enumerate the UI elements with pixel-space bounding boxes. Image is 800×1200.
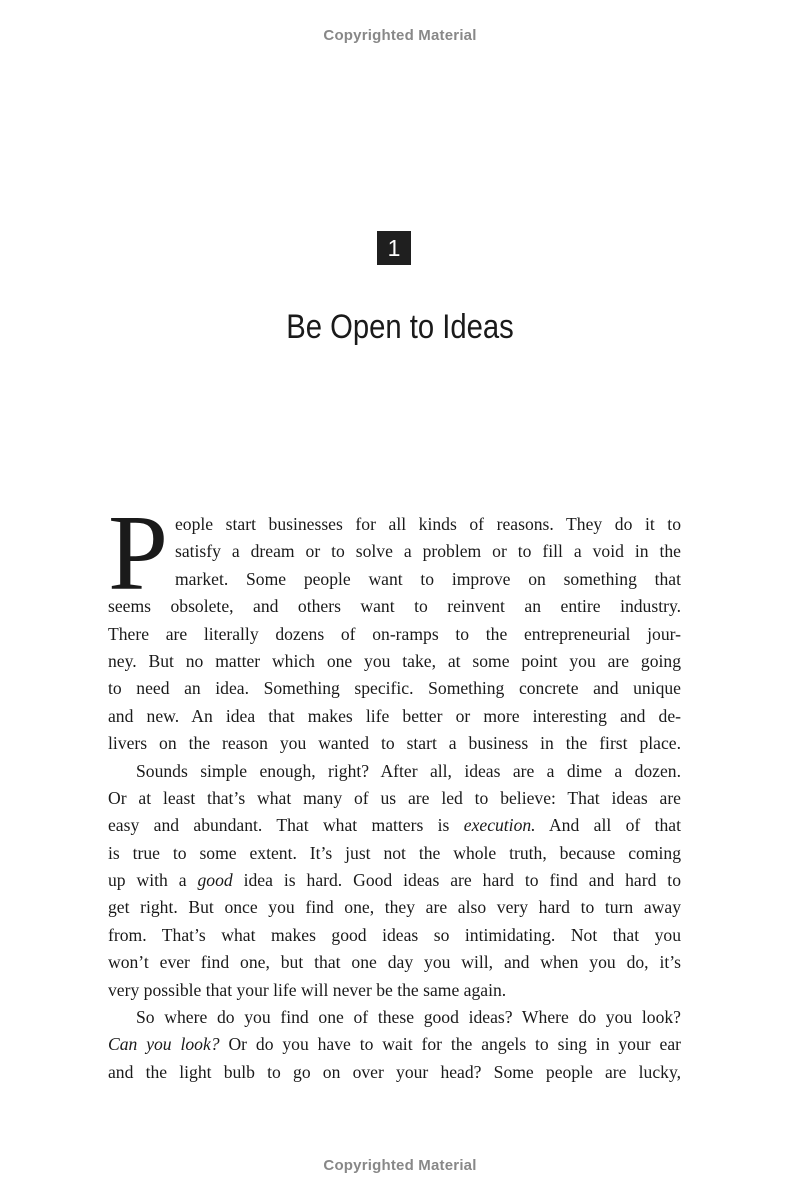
text-line: very possible that your life will never be the same again. xyxy=(108,979,507,1000)
text-run: up with a xyxy=(108,870,198,891)
text-line: won’t ever find one, but that one day you will, and when you do, it’s xyxy=(108,952,681,973)
chapter-number: 1 xyxy=(377,231,411,265)
text-run: And all of that xyxy=(535,815,681,836)
drop-cap: P xyxy=(108,494,169,613)
text-line: satisfy a dream or to solve a problem or to fill a void in the xyxy=(175,541,681,562)
text-run: easy and abundant. That what matters is xyxy=(108,815,464,836)
text-line: to need an idea. Something specific. Something concrete and unique xyxy=(108,678,681,699)
text-line: There are literally dozens of on-ramps to the entrepreneurial jour- xyxy=(108,623,681,644)
text-line: get right. But once you find one, they are also very hard to turn away xyxy=(108,897,681,918)
text-line xyxy=(108,812,681,839)
copyright-watermark-top: Copyrighted Material xyxy=(323,27,477,44)
text-line: is true to some extent. It’s just not the whole truth, because coming xyxy=(108,842,681,863)
italic-text: execution. xyxy=(463,815,536,836)
text-line: seems obsolete, and others want to reinvent an entire industry. xyxy=(108,596,681,617)
text-line: and the light bulb to go on over your head? Some people are lucky, xyxy=(108,1061,681,1082)
text-line: eople start businesses for all kinds of reasons. They do it to xyxy=(175,514,681,534)
text-run: idea is hard. Good ideas are hard to find and hard to xyxy=(232,870,681,891)
chapter-body xyxy=(108,494,681,1086)
text-line: Or at least that’s what many of us are led to believe: That ideas are xyxy=(108,787,681,808)
text-line xyxy=(108,867,681,894)
text-line: livers on the reason you wanted to start a business in the first place. xyxy=(108,733,681,754)
text-run: Or do you have to wait for the angels to sing in your ear xyxy=(219,1034,681,1055)
text-line xyxy=(108,1031,681,1058)
text-line: from. That’s what makes good ideas so intimidating. Not that you xyxy=(108,924,681,945)
text-line: market. Some people want to improve on something that xyxy=(175,568,681,589)
text-line: Sounds simple enough, right? After all, ideas are a dime a dozen. xyxy=(136,760,681,781)
italic-text: Can you look? xyxy=(108,1034,220,1055)
text-line: and new. An idea that makes life better or more interesting and de- xyxy=(108,705,681,726)
chapter-title: Be Open to Ideas xyxy=(286,308,514,346)
text-line: So where do you find one of these good ideas? Where do you look? xyxy=(136,1007,681,1028)
italic-text: good xyxy=(197,870,233,891)
copyright-watermark-bottom: Copyrighted Material xyxy=(323,1157,477,1174)
text-line: ney. But no matter which one you take, at some point you are going xyxy=(108,650,681,671)
